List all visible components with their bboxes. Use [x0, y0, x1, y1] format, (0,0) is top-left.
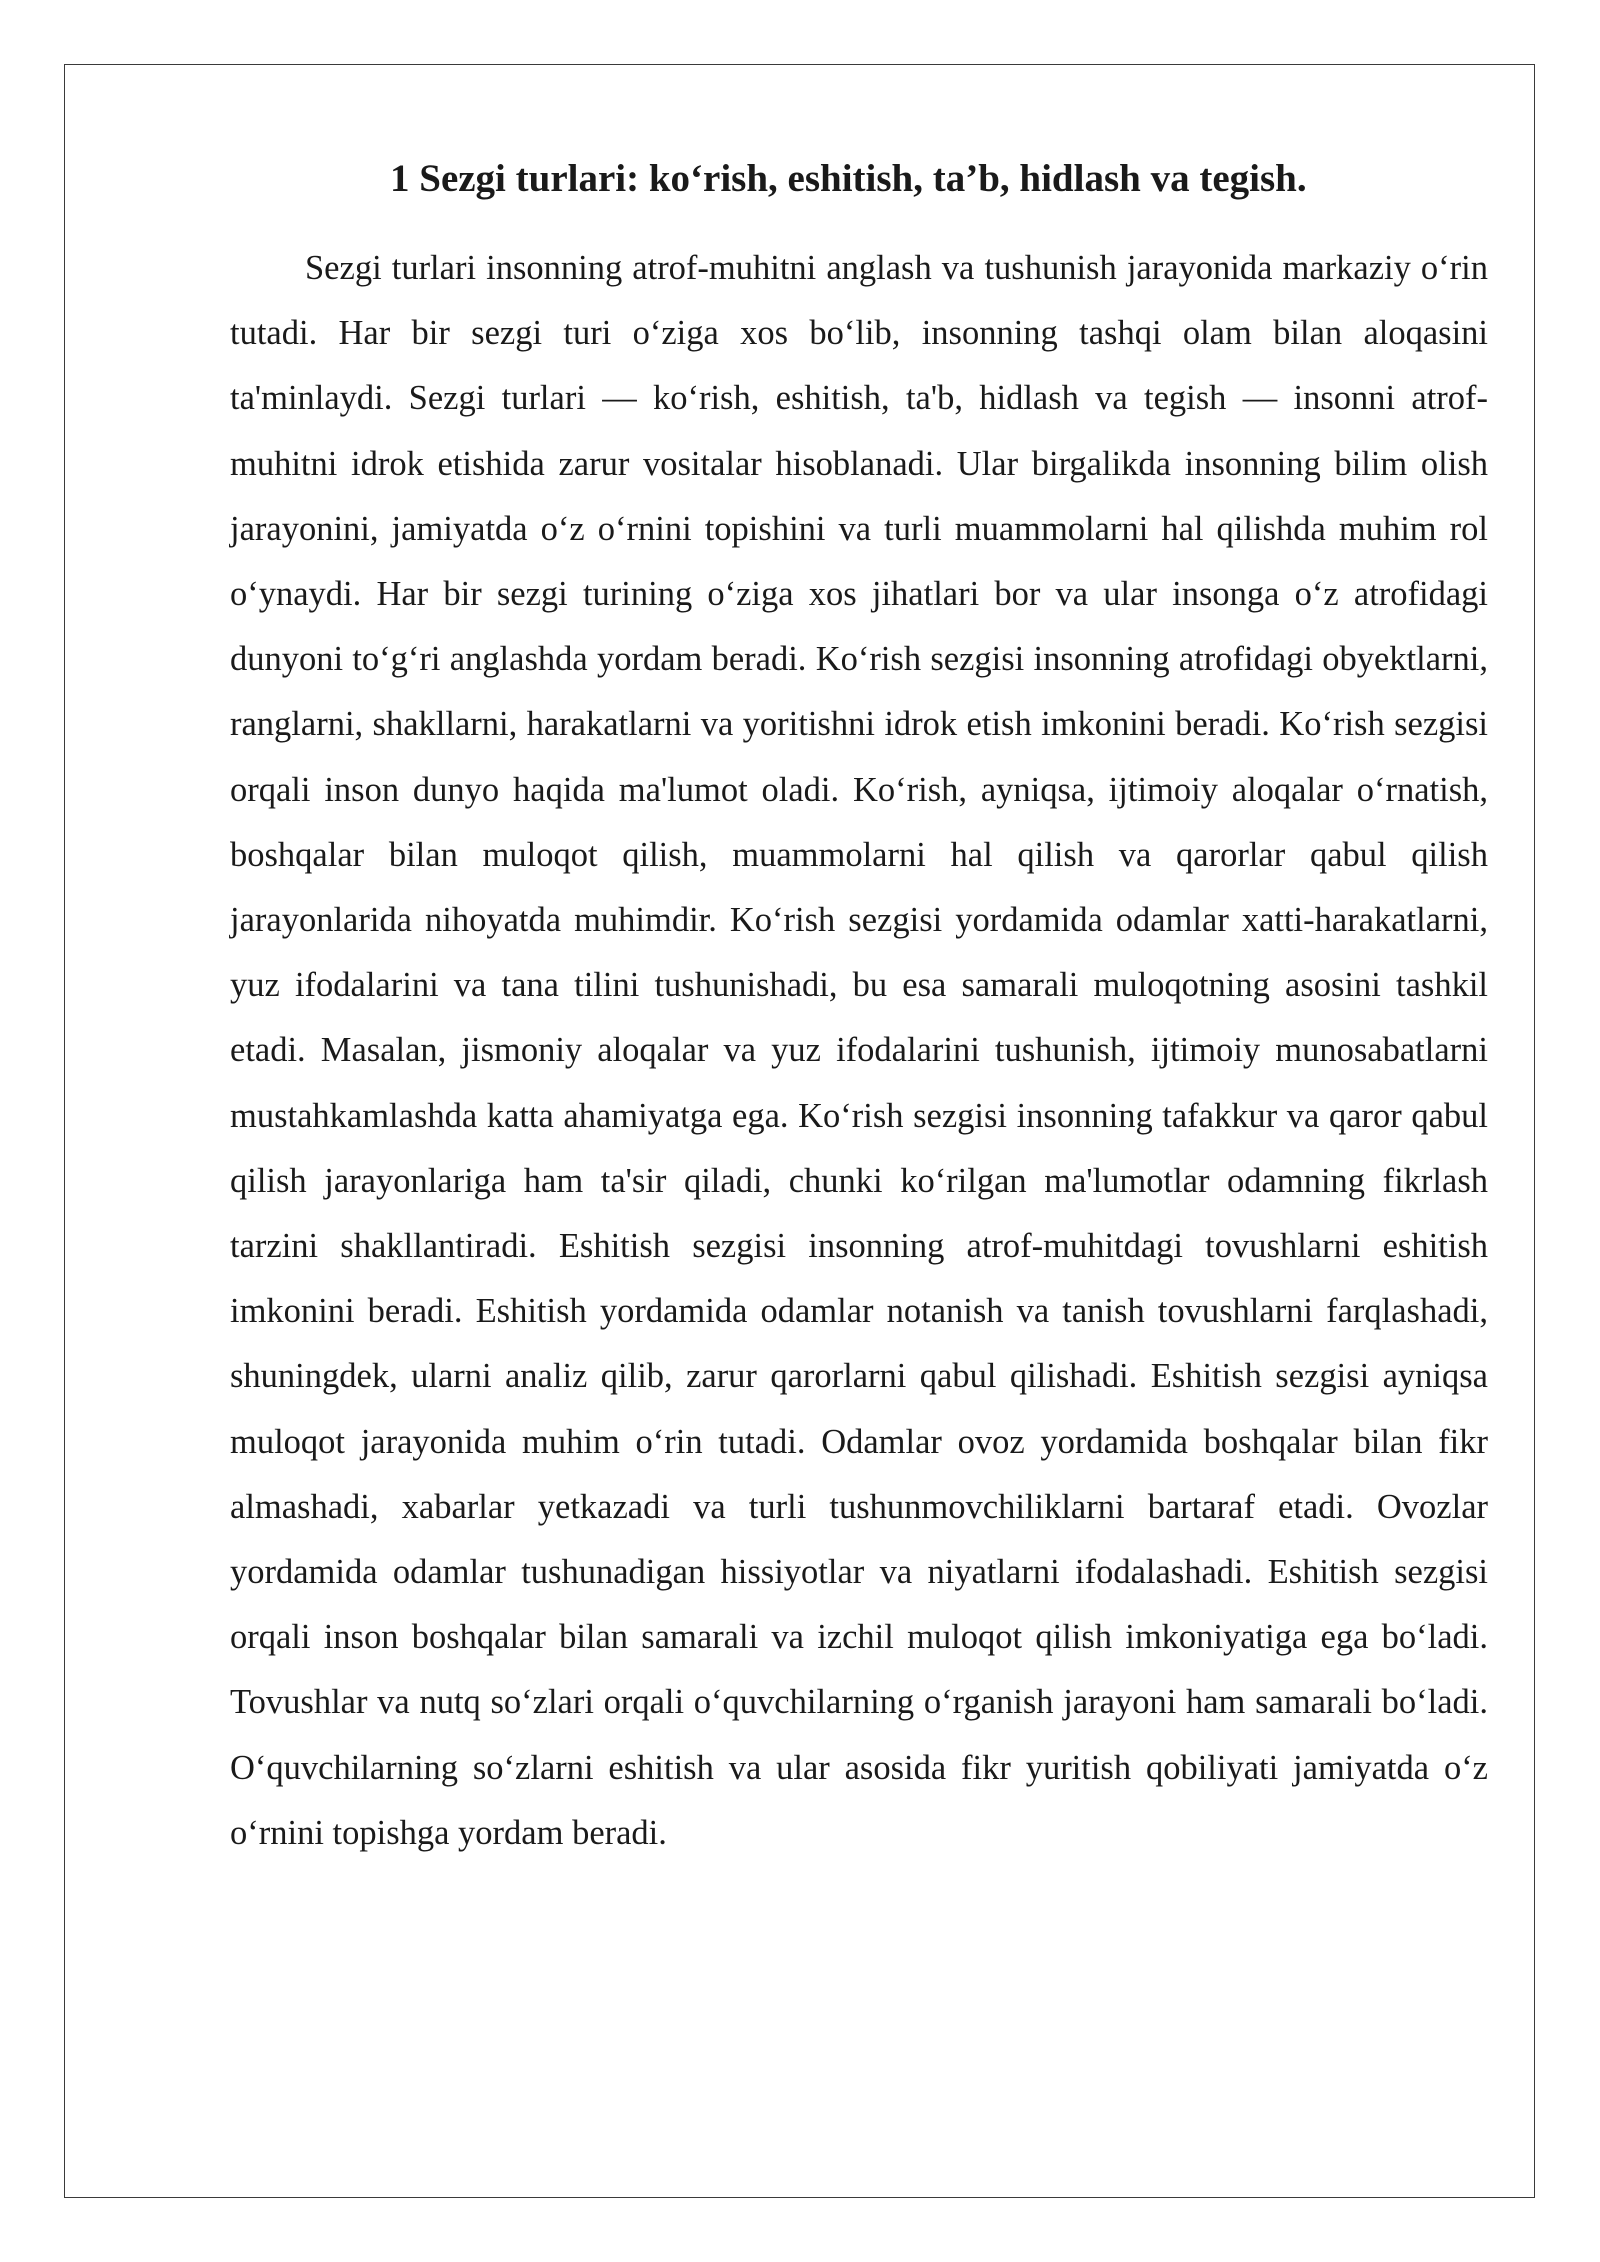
section-heading: 1 Sezgi turlari: ko‘rish, eshitish, ta’b, hidlash va tegish.	[390, 157, 1307, 200]
body-paragraph: Sezgi turlari insonning atrof-muhitni anglash va tushunish jarayonida markaziy o‘rin tutadi. Har bir sezgi turi o‘ziga xos bo‘lib, insonning tashqi olam bilan aloqasini ta'minlaydi. Sezgi turlari — ko‘rish, eshitish, ta'b, hidlash va tegish — insonni atrof-muhitni idrok etishida zarur vositalar hisoblanadi. Ular birgalikda insonning bilim olish jarayonini, jamiyatda o‘z o‘rnini topishini va turli muammolarni hal qilishda muhim rol o‘ynaydi. Har bir sezgi turining o‘ziga xos jihatlari bor va ular insonga o‘z atrofidagi dunyoni to‘g‘ri anglashda yordam beradi. Ko‘rish sezgisi insonning atrofidagi obyektlarni, ranglarni, shakllarni, harakatlarni va yoritishni idrok etish imkonini beradi. Ko‘rish sezgisi orqali inson dunyo haqida ma'lumot oladi. Ko‘rish, ayniqsa, ijtimoiy aloqalar o‘rnatish, boshqalar bilan muloqot qilish, muammolarni hal qilish va qarorlar qabul qilish jarayonlarida nihoyatda muhimdir. Ko‘rish sezgisi yordamida odamlar xatti-harakatlarni, yuz ifodalarini va tana tilini tushunishadi, bu esa samarali muloqotning asosini tashkil etadi. Masalan, jismoniy aloqalar va yuz ifodalarini tushunish, ijtimoiy munosabatlarni mustahkamlashda katta ahamiyatga ega. Ko‘rish sezgisi insonning tafakkur va qaror qabul qilish jarayonlariga ham ta'sir qiladi, chunki ko‘rilgan ma'lumotlar odamning fikrlash tarzini shakllantiradi. Eshitish sezgisi insonning atrof-muhitdagi tovushlarni eshitish imkonini beradi. Eshitish yordamida odamlar notanish va tanish tovushlarni farqlashadi, shuningdek, ularni analiz qilib, zarur qarorlarni qabul qilishadi. Eshitish sezgisi ayniqsa muloqot jarayonida muhim o‘rin tutadi. Odamlar ovoz yordamida boshqalar bilan fikr almashadi, xabarlar yetkazadi va turli tushunmovchiliklarni bartaraf etadi. Ovozlar yordamida odamlar tushunadigan hissiyotlar va niyatlarni ifodalashadi. Eshitish sezgisi orqali inson boshqalar bilan samarali va izchil muloqot qilish imkoniyatiga ega bo‘ladi. Tovushlar va nutq so‘zlari orqali o‘quvchilarning o‘rganish jarayoni ham samarali bo‘ladi. O‘quvchilarning so‘zlarni eshitish va ular asosida fikr yuritish qobiliyati jamiyatda o‘z o‘rnini topishga yordam beradi.	[230, 249, 1488, 1852]
